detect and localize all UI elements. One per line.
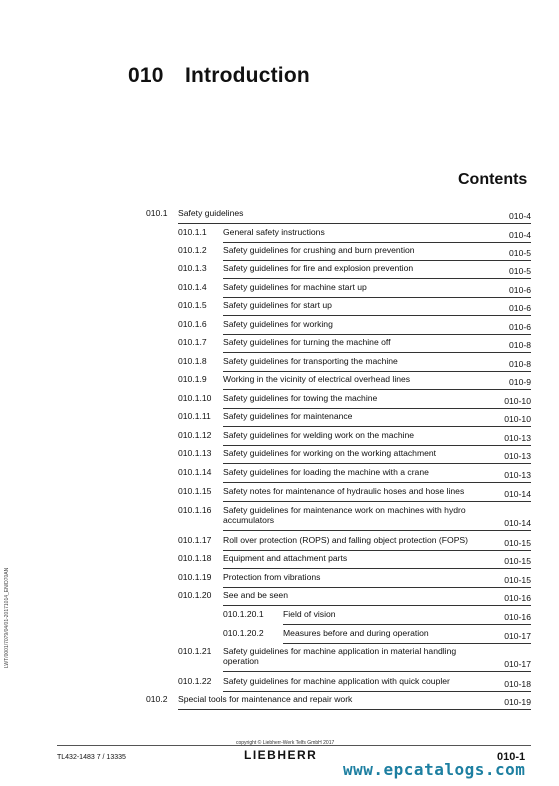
toc-title: See and be seen: [223, 590, 288, 600]
toc-number: 010.1.8: [178, 356, 207, 366]
toc-title: Safety guidelines for machine application with quick coupler: [223, 676, 450, 686]
toc-divider: [223, 389, 531, 390]
toc-title: Safety guidelines for working: [223, 319, 333, 329]
toc-page: 010-17: [504, 631, 531, 641]
toc-row[interactable]: [0, 319, 559, 333]
toc-row[interactable]: [0, 646, 559, 670]
toc-row[interactable]: [0, 282, 559, 296]
toc-number: 010.1.20.1: [223, 609, 264, 619]
toc-divider: [223, 568, 531, 569]
toc-divider: [223, 242, 531, 243]
toc-page: 010-6: [509, 303, 531, 313]
toc-title: Safety guidelines for crushing and burn prevention: [223, 245, 415, 255]
toc-page: 010-14: [504, 489, 531, 499]
toc-row[interactable]: [0, 553, 559, 567]
page-number: 010-1: [497, 751, 526, 763]
toc-number: 010.1.19: [178, 572, 212, 582]
toc-page: 010-17: [504, 659, 531, 669]
toc-page: 010-8: [509, 359, 531, 369]
toc-divider: [223, 530, 531, 531]
toc-page: 010-10: [504, 396, 531, 406]
toc-number: 010.1.18: [178, 553, 212, 563]
toc-divider: [223, 408, 531, 409]
toc-page: 010-19: [504, 697, 531, 707]
copyright-notice: copyright © Liebherr-Werk Telfs GmbH 2017: [236, 740, 335, 746]
toc-divider: [223, 260, 531, 261]
side-document-code: LWT/0001/7079/04/01-20171014_EN/D70AN: [4, 567, 10, 668]
toc-row[interactable]: [0, 300, 559, 314]
toc-page: 010-15: [504, 556, 531, 566]
toc-divider: [223, 426, 531, 427]
toc-divider: [223, 334, 531, 335]
toc-number: 010.1.22: [178, 676, 212, 686]
toc-page: 010-18: [504, 679, 531, 689]
toc-page: 010-10: [504, 414, 531, 424]
toc-number: 010.1.15: [178, 486, 212, 496]
toc-number: 010.1.14: [178, 467, 212, 477]
toc-number: 010.1.7: [178, 337, 207, 347]
toc-row[interactable]: [0, 263, 559, 277]
toc-row[interactable]: [0, 374, 559, 388]
toc-number: 010.2: [146, 694, 168, 704]
toc-page: 010-16: [504, 612, 531, 622]
toc-page: 010-4: [509, 211, 531, 221]
watermark-link[interactable]: www.epcatalogs.com: [343, 760, 526, 779]
toc-title: Safety guidelines for working on the working attachment: [223, 448, 437, 458]
toc-page: 010-16: [504, 593, 531, 603]
toc-divider: [223, 587, 531, 588]
toc-row[interactable]: [0, 694, 559, 708]
toc-title: Safety guidelines for machine application in material handling operation: [223, 646, 457, 666]
toc-title: Safety notes for maintenance of hydraulic hoses and hose lines: [223, 486, 465, 496]
toc-divider: [283, 643, 531, 644]
toc-title: Field of vision: [283, 609, 336, 619]
toc-divider: [223, 482, 531, 483]
toc-title: Safety guidelines for start up: [223, 300, 332, 310]
chapter-title: Introduction: [185, 64, 310, 87]
toc-title: Special tools for maintenance and repair work: [178, 694, 353, 704]
toc-number: 010.1.21: [178, 646, 212, 656]
toc-title: Roll over protection (ROPS) and falling object protection (FOPS): [223, 535, 469, 545]
toc-row[interactable]: [0, 572, 559, 586]
toc-title: Safety guidelines for turning the machine off: [223, 337, 391, 347]
toc-divider: [223, 671, 531, 672]
toc-divider: [223, 297, 531, 298]
toc-number: 010.1.12: [178, 430, 212, 440]
toc-page: 010-15: [504, 575, 531, 585]
liebherr-logo: LIEBHERR: [244, 748, 318, 762]
toc-page: 010-4: [509, 230, 531, 240]
toc-divider: [223, 352, 531, 353]
toc-page: 010-13: [504, 451, 531, 461]
toc-row[interactable]: [0, 467, 559, 481]
toc-divider: [223, 371, 531, 372]
toc-page: 010-6: [509, 322, 531, 332]
toc-title: Safety guidelines for transporting the machine: [223, 356, 398, 366]
toc-page: 010-13: [504, 470, 531, 480]
toc-row[interactable]: [0, 609, 559, 623]
toc-row[interactable]: [0, 356, 559, 370]
toc-divider: [223, 501, 531, 502]
toc-row[interactable]: [0, 337, 559, 351]
toc-row[interactable]: [0, 505, 559, 529]
chapter-number: 010: [128, 64, 164, 87]
toc-number: 010.1: [146, 208, 168, 218]
toc-divider: [223, 315, 531, 316]
toc-page: 010-8: [509, 340, 531, 350]
toc-title: Safety guidelines for maintenance work on machines with hydro accumulators: [223, 505, 466, 525]
toc-page: 010-6: [509, 285, 531, 295]
toc-title: Safety guidelines for fire and explosion prevention: [223, 263, 414, 273]
toc-divider: [223, 278, 531, 279]
toc-divider: [178, 709, 531, 710]
toc-title: Safety guidelines for maintenance: [223, 411, 353, 421]
toc-number: 010.1.3: [178, 263, 207, 273]
toc-title: Safety guidelines for loading the machine with a crane: [223, 467, 429, 477]
toc-divider: [223, 445, 531, 446]
toc-page: 010-14: [504, 518, 531, 528]
toc-divider: [178, 223, 531, 224]
toc-number: 010.1.2: [178, 245, 207, 255]
toc-row[interactable]: [0, 245, 559, 259]
toc-row[interactable]: [0, 227, 559, 241]
toc-number: 010.1.20: [178, 590, 212, 600]
toc-page: 010-15: [504, 538, 531, 548]
toc-title: Safety guidelines for welding work on the machine: [223, 430, 415, 440]
toc-divider: [223, 463, 531, 464]
toc-number: 010.1.13: [178, 448, 212, 458]
toc-title: Protection from vibrations: [223, 572, 321, 582]
toc-number: 010.1.17: [178, 535, 212, 545]
toc-divider: [223, 691, 531, 692]
toc-number: 010.1.1: [178, 227, 207, 237]
toc-divider: [283, 624, 531, 625]
toc-title: Working in the vicinity of electrical overhead lines: [223, 374, 411, 384]
toc-number: 010.1.6: [178, 319, 207, 329]
toc-title: Equipment and attachment parts: [223, 553, 348, 563]
toc-number: 010.1.20.2: [223, 628, 264, 638]
contents-heading: Contents: [458, 171, 528, 188]
toc-number: 010.1.16: [178, 505, 212, 515]
toc-row[interactable]: [0, 430, 559, 444]
toc-page: 010-5: [509, 266, 531, 276]
toc-row[interactable]: [0, 411, 559, 425]
chapter-heading: [128, 64, 310, 88]
toc-number: 010.1.9: [178, 374, 207, 384]
toc-row[interactable]: [0, 628, 559, 642]
toc-title: Safety guidelines for machine start up: [223, 282, 367, 292]
toc-row[interactable]: [0, 393, 559, 407]
document-number: TL432-1483 7 / 13335: [57, 754, 126, 761]
toc-divider: [223, 550, 531, 551]
toc-row[interactable]: [0, 208, 559, 222]
toc-divider: [223, 605, 531, 606]
toc-title: Measures before and during operation: [283, 628, 429, 638]
toc-row[interactable]: [0, 448, 559, 462]
toc-row[interactable]: [0, 535, 559, 549]
toc-row[interactable]: [0, 486, 559, 500]
toc-title: Safety guidelines for towing the machine: [223, 393, 378, 403]
toc-number: 010.1.4: [178, 282, 207, 292]
toc-row[interactable]: [0, 590, 559, 604]
toc-title: General safety instructions: [223, 227, 325, 237]
toc-number: 010.1.10: [178, 393, 212, 403]
toc-page: 010-5: [509, 248, 531, 258]
toc-number: 010.1.11: [178, 411, 211, 421]
toc-row[interactable]: [0, 676, 559, 690]
toc-page: 010-13: [504, 433, 531, 443]
toc-number: 010.1.5: [178, 300, 207, 310]
toc-page: 010-9: [509, 377, 531, 387]
toc-title: Safety guidelines: [178, 208, 244, 218]
